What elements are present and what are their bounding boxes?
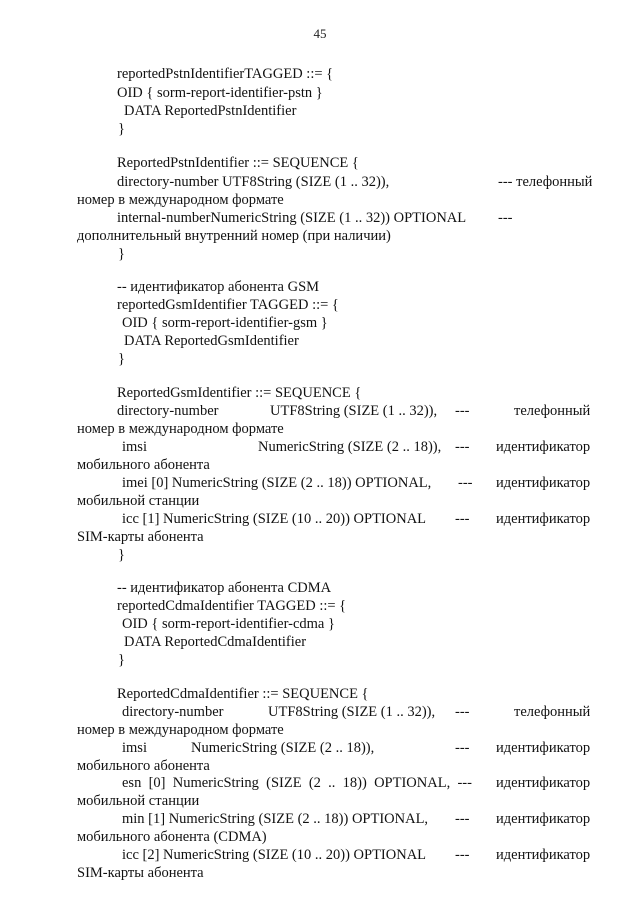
pstn-tagged-close: } [118,121,125,137]
pstn-seq-internal-dash: --- [498,210,513,226]
gsm-seq-imei-cont: мобильной станции [77,493,200,509]
gsm-comment: -- идентификатор абонента GSM [117,279,320,295]
gsm-seq-close: } [118,547,125,563]
cdma-seq-imsi-name: imsi [122,740,147,756]
cdma-tagged-line-3: DATA ReportedCdmaIdentifier [124,634,307,650]
gsm-seq-dn-desc: телефонный [514,403,591,419]
cdma-seq-dn-desc: телефонный [514,704,591,720]
cdma-seq-imsi-cont: мобильного абонента [77,758,210,774]
pstn-seq-close: } [118,246,125,262]
cdma-tagged-close: } [118,652,125,668]
pstn-seq-line-1: ReportedPstnIdentifier ::= SEQUENCE { [117,155,359,171]
cdma-tagged-line-2: OID { sorm-report-identifier-cdma } [122,616,335,632]
cdma-comment: -- идентификатор абонента CDMA [117,580,332,596]
gsm-tagged-line-3: DATA ReportedGsmIdentifier [124,333,299,349]
pstn-seq-internal-number: internal-numberNumericString (SIZE (1 .. 32)) OPTIONAL [117,210,467,226]
cdma-seq-esn-desc: идентификатор [496,775,591,791]
cdma-seq-imsi-type: NumericString (SIZE (2 .. 18)), [191,740,375,756]
pstn-tagged-line-2: OID { sorm-report-identifier-pstn } [117,85,323,101]
cdma-seq-icc-desc: идентификатор [496,847,591,863]
gsm-seq-imei-dash: --- [458,475,473,491]
cdma-seq-imsi-dash: --- [455,740,470,756]
gsm-tagged-line-2: OID { sorm-report-identifier-gsm } [122,315,328,331]
gsm-seq-imei-line: imei [0] NumericString (SIZE (2 .. 18)) OPTIONAL, [122,475,432,491]
pstn-seq-internal-desc: дополнительный внутренний номер (при наличии) [77,228,391,244]
cdma-seq-esn-line: esn [0] NumericString (SIZE (2 .. 18)) OPTIONAL, --- [122,775,472,791]
gsm-seq-line-1: ReportedGsmIdentifier ::= SEQUENCE { [117,385,362,401]
pstn-seq-directory-number: directory-number UTF8String (SIZE (1 .. 32)), [117,174,390,190]
cdma-tagged-line-1: reportedCdmaIdentifier TAGGED ::= { [117,598,347,614]
cdma-seq-min-desc: идентификатор [496,811,591,827]
gsm-seq-imsi-desc: идентификатор [496,439,591,455]
gsm-seq-icc-desc: идентификатор [496,511,591,527]
gsm-seq-dn-name: directory-number [117,403,219,419]
gsm-seq-icc-cont: SIM-карты абонента [77,529,204,545]
gsm-seq-imsi-cont: мобильного абонента [77,457,210,473]
pstn-tagged-line-1: reportedPstnIdentifierTAGGED ::= { [117,66,334,82]
gsm-seq-dn-cont: номер в международном формате [77,421,284,437]
gsm-seq-dn-dash: --- [455,403,470,419]
gsm-tagged-line-1: reportedGsmIdentifier TAGGED ::= { [117,297,339,313]
cdma-seq-dn-type: UTF8String (SIZE (1 .. 32)), [268,704,436,720]
cdma-seq-icc-line: icc [2] NumericString (SIZE (10 .. 20)) OPTIONAL [122,847,427,863]
cdma-seq-imsi-desc: идентификатор [496,740,591,756]
gsm-seq-imei-desc: идентификатор [496,475,591,491]
cdma-seq-dn-cont: номер в международном формате [77,722,284,738]
gsm-seq-icc-dash: --- [455,511,470,527]
cdma-seq-dn-name: directory-number [122,704,224,720]
cdma-seq-line-1: ReportedCdmaIdentifier ::= SEQUENCE { [117,686,369,702]
gsm-seq-icc-line: icc [1] NumericString (SIZE (10 .. 20)) OPTIONAL [122,511,427,527]
gsm-tagged-close: } [118,351,125,367]
cdma-seq-icc-cont: SIM-карты абонента [77,865,204,881]
cdma-seq-min-cont: мобильного абонента (CDMA) [77,829,267,845]
pstn-tagged-line-3: DATA ReportedPstnIdentifier [124,103,297,119]
gsm-seq-imsi-dash: --- [455,439,470,455]
gsm-seq-imsi-name: imsi [122,439,147,455]
cdma-seq-min-dash: --- [455,811,470,827]
page-number: 45 [313,26,327,41]
cdma-seq-dn-dash: --- [455,704,470,720]
pstn-seq-directory-comment: --- телефонный [498,174,593,190]
pstn-seq-directory-desc: номер в международном формате [77,192,284,208]
cdma-seq-icc-dash: --- [455,847,470,863]
cdma-seq-esn-cont: мобильной станции [77,793,200,809]
cdma-seq-min-line: min [1] NumericString (SIZE (2 .. 18)) OPTIONAL, [122,811,429,827]
gsm-seq-imsi-type: NumericString (SIZE (2 .. 18)), [258,439,442,455]
gsm-seq-dn-type: UTF8String (SIZE (1 .. 32)), [270,403,438,419]
